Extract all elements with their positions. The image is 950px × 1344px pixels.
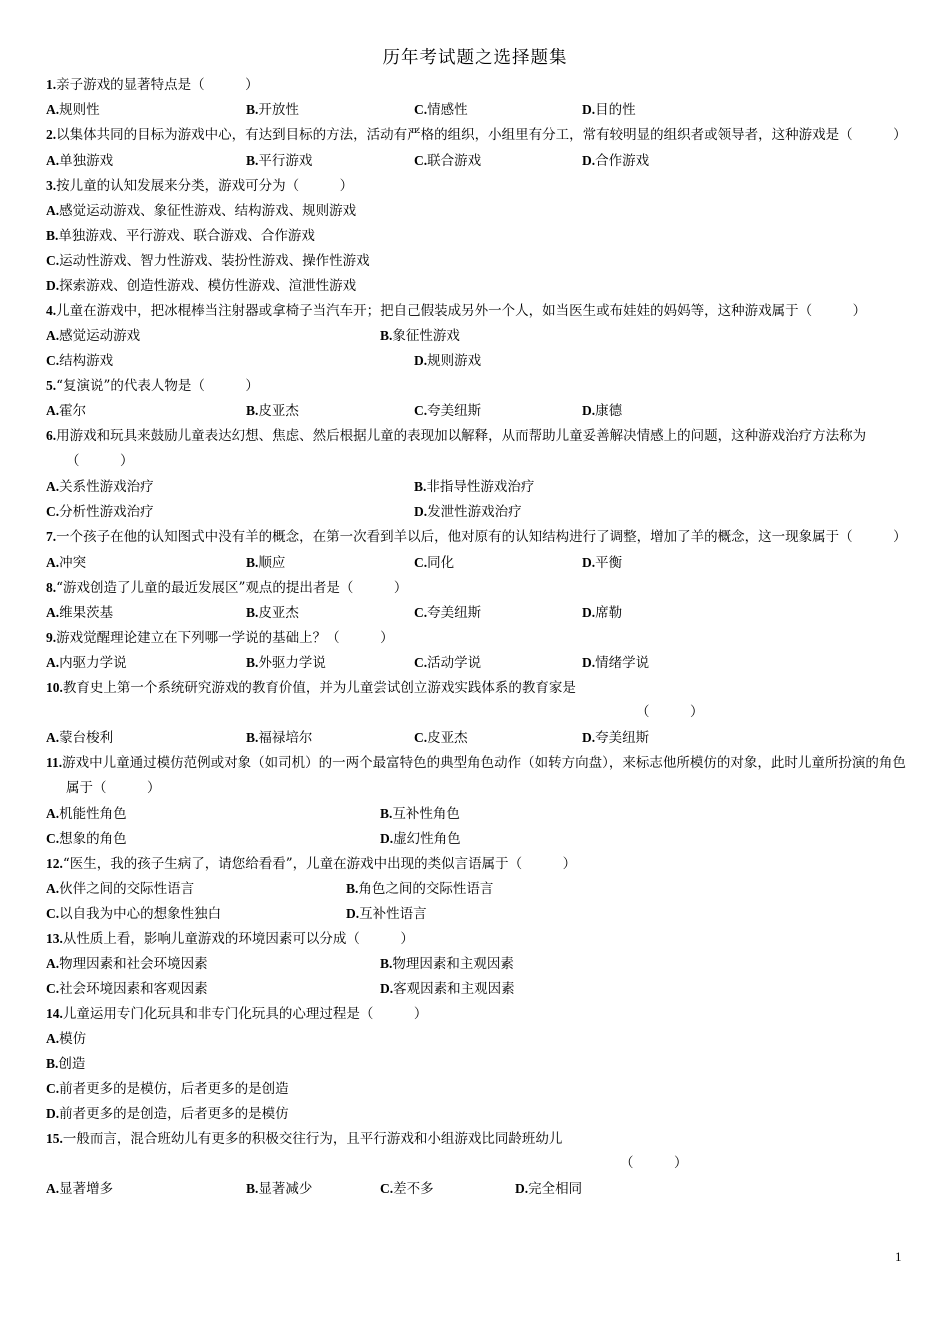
question-number: 10. bbox=[46, 680, 63, 695]
options-row bbox=[46, 951, 908, 976]
options-row bbox=[46, 650, 908, 675]
question-text: 用游戏和玩具来鼓励儿童表达幻想、焦虑、然后根据儿童的表现加以解释，从而帮助儿童妥善解决情感上的问题，这种游戏治疗方法称为（ ） bbox=[56, 428, 867, 469]
options-row bbox=[46, 876, 908, 901]
option-d[interactable]: D.康德 bbox=[582, 403, 623, 419]
question-list bbox=[46, 72, 908, 1201]
question-number: 12. bbox=[46, 856, 63, 871]
question-number: 13. bbox=[46, 931, 63, 946]
question-1 bbox=[46, 72, 908, 97]
question-10 bbox=[46, 675, 908, 700]
question-6 bbox=[46, 423, 908, 474]
option-a[interactable]: A.冲突 bbox=[46, 555, 87, 571]
question-2 bbox=[46, 122, 908, 148]
option-b[interactable]: B.福禄培尔 bbox=[246, 730, 313, 746]
options-row bbox=[46, 901, 908, 926]
option-c[interactable]: C.社会环境因素和客观因素 bbox=[46, 981, 208, 997]
option-a[interactable]: A.关系性游戏治疗 bbox=[46, 479, 154, 495]
option-d[interactable]: D.平衡 bbox=[582, 555, 623, 571]
question-text: 以集体共同的目标为游戏中心，有达到目标的方法，活动有严格的组织，小组里有分工，常有较明显的组织者或领导者，这种游戏是（ ） bbox=[56, 127, 907, 143]
option-a[interactable]: A.物理因素和社会环境因素 bbox=[46, 956, 208, 972]
option-d[interactable]: D.互补性语言 bbox=[346, 906, 427, 922]
option-c[interactable]: C.同化 bbox=[414, 555, 455, 571]
question-number: 5. bbox=[46, 378, 57, 393]
answer-blank[interactable]: （ ） bbox=[620, 1155, 688, 1171]
option-b[interactable]: B.物理因素和主观因素 bbox=[380, 956, 514, 972]
options-row bbox=[46, 826, 908, 851]
option-b[interactable]: B.创造 bbox=[46, 1056, 86, 1072]
question-text: 游戏觉醒理论建立在下列哪一学说的基础上？（ ） bbox=[56, 630, 394, 646]
question-text: 从性质上看，影响儿童游戏的环境因素可以分成（ ） bbox=[62, 931, 414, 947]
option-a[interactable]: A.感觉运动游戏 bbox=[46, 328, 141, 344]
question-number: 4. bbox=[46, 303, 57, 318]
option-b[interactable]: B.单独游戏、平行游戏、联合游戏、合作游戏 bbox=[46, 228, 315, 244]
option-a[interactable]: A.霍尔 bbox=[46, 403, 87, 419]
answer-blank[interactable]: （ ） bbox=[636, 704, 704, 720]
option-c[interactable]: C.皮亚杰 bbox=[414, 730, 468, 746]
question-number: 9. bbox=[46, 630, 57, 645]
option-d[interactable]: D.客观因素和主观因素 bbox=[380, 981, 515, 997]
option-b[interactable]: B.外驱力学说 bbox=[246, 655, 326, 671]
question-14 bbox=[46, 1001, 908, 1026]
option-a[interactable]: A.显著增多 bbox=[46, 1181, 114, 1197]
option-b[interactable]: B.非指导性游戏治疗 bbox=[414, 479, 535, 495]
option-b[interactable]: B.顺应 bbox=[246, 555, 286, 571]
option-a[interactable]: A.单独游戏 bbox=[46, 153, 114, 169]
option-c[interactable]: C.夸美纽斯 bbox=[414, 605, 482, 621]
question-number: 3. bbox=[46, 178, 57, 193]
question-text: 儿童在游戏中，把冰棍棒当注射器或拿椅子当汽车开；把自己假装成另外一个人，如当医生或布娃娃的妈妈等，这种游戏属于（ ） bbox=[56, 303, 867, 319]
question-text: “游戏创造了儿童的最近发展区”观点的提出者是（ ） bbox=[56, 580, 408, 596]
option-c[interactable]: C.分析性游戏治疗 bbox=[46, 504, 154, 520]
question-5 bbox=[46, 373, 908, 398]
question-15 bbox=[46, 1126, 908, 1151]
question-text: 一般而言，混合班幼儿有更多的积极交往行为，且平行游戏和小组游戏比同龄班幼儿 bbox=[62, 1131, 563, 1147]
options-row bbox=[46, 600, 908, 625]
option-c[interactable]: C.联合游戏 bbox=[414, 153, 482, 169]
option-d[interactable]: D.虚幻性角色 bbox=[380, 831, 461, 847]
option-a[interactable]: A.维果茨基 bbox=[46, 605, 114, 621]
option-c[interactable]: C.差不多 bbox=[380, 1181, 434, 1197]
question-text: 教育史上第一个系统研究游戏的教育价值，并为儿童尝试创立游戏实践体系的教育家是 bbox=[62, 680, 576, 696]
question-8 bbox=[46, 575, 908, 600]
question-text: 亲子游戏的显著特点是（ ） bbox=[56, 77, 259, 93]
question-13 bbox=[46, 926, 908, 951]
options-row bbox=[46, 725, 908, 750]
option-d[interactable]: D.合作游戏 bbox=[582, 153, 650, 169]
question-4 bbox=[46, 298, 908, 323]
answer-paren-row bbox=[46, 700, 908, 725]
question-number: 15. bbox=[46, 1131, 63, 1146]
option-c[interactable]: C.以自我为中心的想象性独白 bbox=[46, 906, 222, 922]
question-number: 6. bbox=[46, 428, 57, 443]
question-text: 一个孩子在他的认知图式中没有羊的概念，在第一次看到羊以后，他对原有的认知结构进行了调整，增加了羊的概念，这一现象属于（ ） bbox=[56, 529, 907, 545]
question-3 bbox=[46, 173, 908, 198]
option-d[interactable]: D.目的性 bbox=[582, 102, 636, 118]
option-b[interactable]: B.角色之间的交际性语言 bbox=[346, 881, 494, 897]
question-7 bbox=[46, 524, 908, 550]
options-row bbox=[46, 499, 908, 524]
question-number: 1. bbox=[46, 77, 57, 92]
option-a[interactable]: A.伙伴之间的交际性语言 bbox=[46, 881, 195, 897]
option-b[interactable]: B.皮亚杰 bbox=[246, 403, 299, 419]
option-b[interactable]: B.皮亚杰 bbox=[246, 605, 299, 621]
option-b[interactable]: B.象征性游戏 bbox=[380, 328, 460, 344]
question-text: 按儿童的认知发展来分类，游戏可分为（ ） bbox=[56, 178, 354, 194]
options-row bbox=[46, 801, 908, 826]
option-d[interactable]: D.探索游戏、创造性游戏、模仿性游戏、渲泄性游戏 bbox=[46, 278, 357, 294]
option-c[interactable]: C.想象的角色 bbox=[46, 831, 127, 847]
option-a[interactable]: A.感觉运动游戏、象征性游戏、结构游戏、规则游戏 bbox=[46, 203, 357, 219]
options-row bbox=[46, 348, 908, 373]
question-text: “复演说”的代表人物是（ ） bbox=[56, 378, 259, 394]
option-d[interactable]: D.完全相同 bbox=[515, 1181, 583, 1197]
question-number: 7. bbox=[46, 529, 57, 544]
question-text: 游戏中儿童通过模仿范例或对象（如司机）的一两个最富特色的典型角色动作（如转方向盘），来标志他所模仿的对象，此时儿童所扮演的角色属于（ ） bbox=[62, 755, 906, 796]
question-number: 2. bbox=[46, 127, 57, 142]
option-b[interactable]: B.互补性角色 bbox=[380, 806, 460, 822]
page-number: 1 bbox=[895, 1249, 902, 1264]
options-row bbox=[46, 976, 908, 1001]
option-c[interactable]: C.夸美纽斯 bbox=[414, 403, 482, 419]
option-c[interactable]: C.结构游戏 bbox=[46, 353, 114, 369]
options-row bbox=[46, 97, 908, 122]
option-a[interactable]: A.内驱力学说 bbox=[46, 655, 127, 671]
option-d[interactable]: D.前者更多的是创造，后者更多的是模仿 bbox=[46, 1106, 289, 1122]
option-d[interactable]: D.席勒 bbox=[582, 605, 623, 621]
question-number: 14. bbox=[46, 1006, 63, 1021]
answer-paren-row bbox=[46, 1151, 908, 1176]
option-d[interactable]: D.发泄性游戏治疗 bbox=[414, 504, 522, 520]
question-11 bbox=[46, 750, 908, 801]
option-c[interactable]: C.情感性 bbox=[414, 102, 468, 118]
option-a[interactable]: A.机能性角色 bbox=[46, 806, 127, 822]
question-text: “医生，我的孩子生病了，请您给看看”，儿童在游戏中出现的类似言语属于（ ） bbox=[62, 856, 577, 872]
question-9 bbox=[46, 625, 908, 650]
question-text: 儿童运用专门化玩具和非专门化玩具的心理过程是（ ） bbox=[62, 1006, 428, 1022]
option-d[interactable]: D.规则游戏 bbox=[414, 353, 482, 369]
options-row bbox=[46, 474, 908, 499]
options-row bbox=[46, 398, 908, 423]
option-d[interactable]: D.情绪学说 bbox=[582, 655, 650, 671]
question-number: 8. bbox=[46, 580, 57, 595]
option-c[interactable]: C.运动性游戏、智力性游戏、装扮性游戏、操作性游戏 bbox=[46, 253, 370, 269]
options-row bbox=[46, 1176, 908, 1201]
option-a[interactable]: A.模仿 bbox=[46, 1031, 87, 1047]
question-12 bbox=[46, 851, 908, 876]
option-d[interactable]: D.夸美纽斯 bbox=[582, 730, 650, 746]
page-title: 历年考试题之选择题集 bbox=[382, 48, 568, 68]
question-number: 11. bbox=[46, 755, 63, 770]
option-b[interactable]: B.开放性 bbox=[246, 102, 299, 118]
options-row bbox=[46, 148, 908, 173]
option-b[interactable]: B.平行游戏 bbox=[246, 153, 313, 169]
option-c[interactable]: C.前者更多的是模仿，后者更多的是创造 bbox=[46, 1081, 289, 1097]
options-row bbox=[46, 550, 908, 575]
options-row bbox=[46, 323, 908, 348]
option-a[interactable]: A.蒙台梭利 bbox=[46, 730, 114, 746]
option-a[interactable]: A.规则性 bbox=[46, 102, 100, 118]
option-b[interactable]: B.显著减少 bbox=[246, 1181, 313, 1197]
option-c[interactable]: C.活动学说 bbox=[414, 655, 482, 671]
